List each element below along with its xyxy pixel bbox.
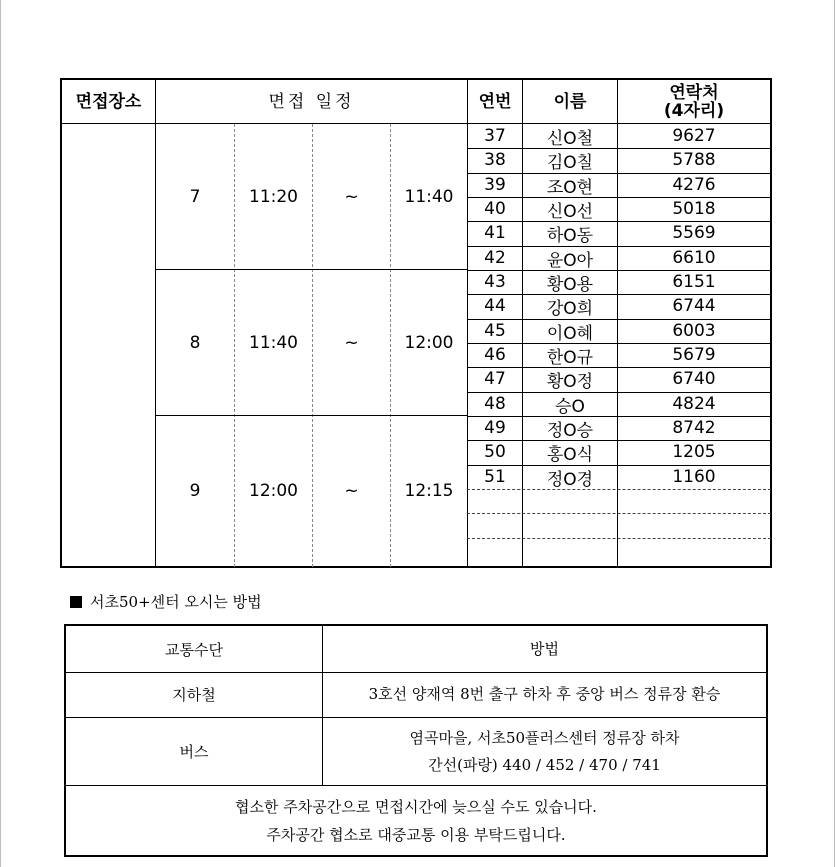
header-schedule: 면접 일정 <box>268 91 355 112</box>
session-separator: ~ <box>344 186 359 207</box>
row-phone: 6003 <box>672 321 716 341</box>
row-number: 40 <box>484 199 506 219</box>
bus-info <box>323 718 766 785</box>
parking-note-line2: 주차공간 협소로 대중교통 이용 부탁드립니다. <box>266 825 566 844</box>
session-start-time: 11:40 <box>249 332 298 353</box>
session-separator: ~ <box>344 481 359 501</box>
session-start-time: 12:00 <box>249 481 298 501</box>
bus-label: 버스 <box>66 718 323 785</box>
directions-table <box>64 624 768 857</box>
row-name: 승O <box>555 396 585 417</box>
row-number: 48 <box>484 394 506 414</box>
bus-stop-text: 염곡마을, 서초50플러스센터 정류장 하차 <box>409 728 680 747</box>
row-name: 한O규 <box>546 347 594 368</box>
row-name: 신O철 <box>546 128 594 149</box>
row-number: 50 <box>484 442 506 462</box>
header-number: 연번 <box>478 91 512 112</box>
row-number: 39 <box>484 175 506 195</box>
row-divider <box>467 489 771 490</box>
row-phone: 5018 <box>672 199 716 219</box>
row-phone: 5569 <box>672 223 716 243</box>
row-phone: 4276 <box>672 175 716 195</box>
row-name: 윤O아 <box>546 250 594 271</box>
parking-note <box>66 786 766 855</box>
row-number: 41 <box>484 223 506 243</box>
header-transport: 교통수단 <box>66 626 323 672</box>
row-phone: 6740 <box>672 369 716 389</box>
session-separator: ~ <box>344 332 359 353</box>
bus-row <box>66 718 766 786</box>
row-number: 51 <box>484 467 506 487</box>
row-number: 42 <box>484 248 506 268</box>
session-number: 8 <box>189 332 201 353</box>
session-end-time: 11:40 <box>404 186 454 207</box>
directions-header-row <box>66 626 766 673</box>
session-number: 7 <box>189 186 201 207</box>
row-number: 44 <box>484 296 506 316</box>
row-name: 강O희 <box>546 298 594 319</box>
header-name: 이름 <box>553 91 587 112</box>
row-phone: 5788 <box>672 150 716 170</box>
session-number: 9 <box>189 481 201 501</box>
row-name: 이O혜 <box>546 323 594 344</box>
header-contact-line2: (4자리) <box>663 100 725 121</box>
row-name: 정O승 <box>546 420 594 441</box>
row-name: 하O동 <box>546 225 594 246</box>
table-left-border <box>60 78 62 568</box>
row-number: 49 <box>484 418 506 438</box>
session-start-time: 11:20 <box>249 186 298 207</box>
header-method: 방법 <box>530 639 559 658</box>
row-phone: 5679 <box>672 345 716 365</box>
row-number: 43 <box>484 272 506 292</box>
subway-label: 지하철 <box>66 672 323 717</box>
session-end-time: 12:15 <box>404 481 454 501</box>
row-name: 황O정 <box>546 371 594 392</box>
row-phone: 1205 <box>672 442 716 462</box>
page-edge-left <box>0 0 1 867</box>
row-number: 47 <box>484 369 506 389</box>
directions-title: 서초50+센터 오시는 방법 <box>90 593 262 611</box>
row-phone: 6610 <box>672 248 716 268</box>
row-phone: 6151 <box>672 272 716 292</box>
row-number: 45 <box>484 321 506 341</box>
bus-lines-text: 간선(파랑) 440 / 452 / 470 / 741 <box>428 755 661 774</box>
subway-text: 3호선 양재역 8번 출구 하차 후 중앙 버스 정류장 환승 <box>368 685 721 703</box>
row-divider <box>467 513 771 514</box>
row-number: 38 <box>484 150 506 170</box>
subway-row <box>66 672 766 718</box>
row-name: 홍O식 <box>546 444 594 465</box>
parking-note-line1: 협소한 주차공간으로 면접시간에 늦으실 수도 있습니다. <box>235 797 597 816</box>
row-name: 김O칠 <box>546 152 594 173</box>
row-name: 조O현 <box>546 177 594 198</box>
header-contact-line1: 연락처 <box>669 82 719 103</box>
row-name: 황O용 <box>546 274 594 295</box>
table-right-border <box>770 78 772 568</box>
row-number: 46 <box>484 345 506 365</box>
header-place: 면접장소 <box>75 91 142 112</box>
row-phone: 1160 <box>672 467 716 487</box>
session-end-time: 12:00 <box>404 332 454 353</box>
row-number: 37 <box>484 126 506 146</box>
table-bottom-border <box>60 566 772 568</box>
row-name: 정O경 <box>546 469 594 490</box>
row-phone: 9627 <box>672 126 716 146</box>
row-phone: 4824 <box>672 394 716 414</box>
header-contact <box>618 80 770 123</box>
row-phone: 8742 <box>672 418 716 438</box>
directions-heading <box>70 591 262 612</box>
row-name: 신O선 <box>546 201 594 222</box>
row-phone: 6744 <box>672 296 716 316</box>
square-bullet-icon <box>70 596 82 608</box>
row-divider <box>467 538 771 539</box>
